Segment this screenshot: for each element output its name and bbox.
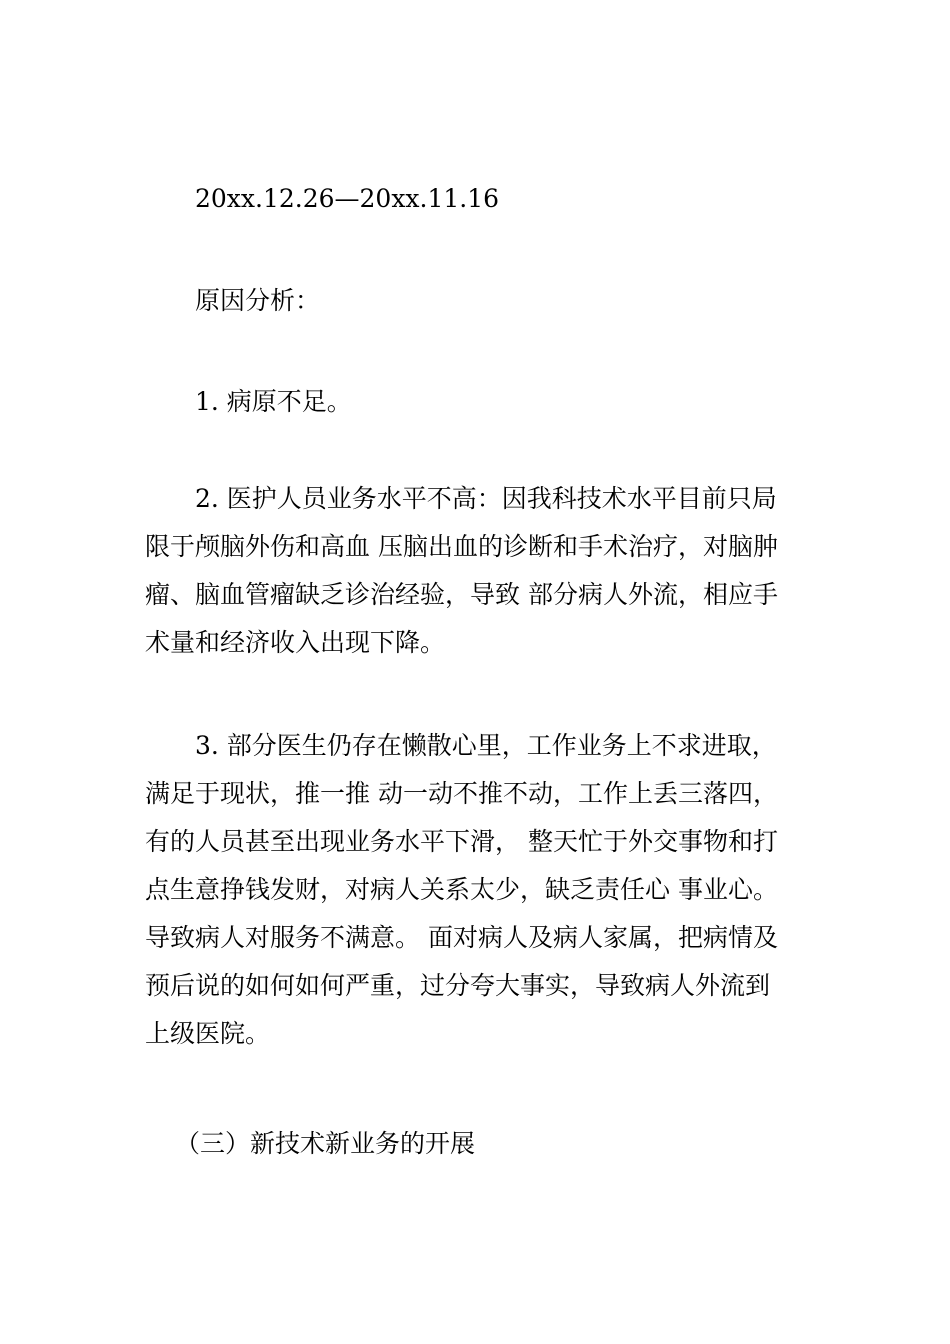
item-2-line: 2. 医护人员业务水平不高：因我科技术水平目前只局 xyxy=(195,484,777,513)
item-2-line: 限于颅脑外伤和高血 压脑出血的诊断和手术治疗，对脑肿 xyxy=(145,532,778,561)
item-3-paragraph xyxy=(145,722,810,1058)
item-3-line: 点生意挣钱发财，对病人关系太少，缺乏责任心 事业心。 xyxy=(145,875,778,904)
item-3-line: 上级医院。 xyxy=(145,1019,271,1048)
item-2-line: 术量和经济收入出现下降。 xyxy=(145,628,446,657)
item-3-line: 有的人员甚至出现业务水平下滑， 整天忙于外交事物和打 xyxy=(145,827,778,856)
date-range xyxy=(145,175,860,223)
item-3-line: 导致病人对服务不满意。 面对病人及病人家属，把病情及 xyxy=(145,923,778,952)
section-heading xyxy=(145,1120,840,1168)
item-2-line: 瘤、脑血管瘤缺乏诊治经验，导致 部分病人外流，相应手 xyxy=(145,580,778,609)
cause-analysis-heading-text: 原因分析： xyxy=(195,286,321,315)
date-range-text: 20xx.12.26—20xx.11.16 xyxy=(195,184,500,213)
item-1-text: 1. 病原不足。 xyxy=(195,387,352,416)
item-1 xyxy=(145,378,860,426)
item-3-line: 满足于现状，推一推 动一动不推不动，工作上丢三落四， xyxy=(145,779,778,808)
item-3-line: 3. 部分医生仍存在懒散心里，工作业务上不求进取， xyxy=(195,731,777,760)
section-heading-text: （三）新技术新业务的开展 xyxy=(175,1129,476,1158)
item-3-line: 预后说的如何如何严重，过分夸大事实，导致病人外流到 xyxy=(145,971,771,1000)
item-2-paragraph xyxy=(145,475,810,667)
cause-analysis-heading xyxy=(145,277,860,325)
